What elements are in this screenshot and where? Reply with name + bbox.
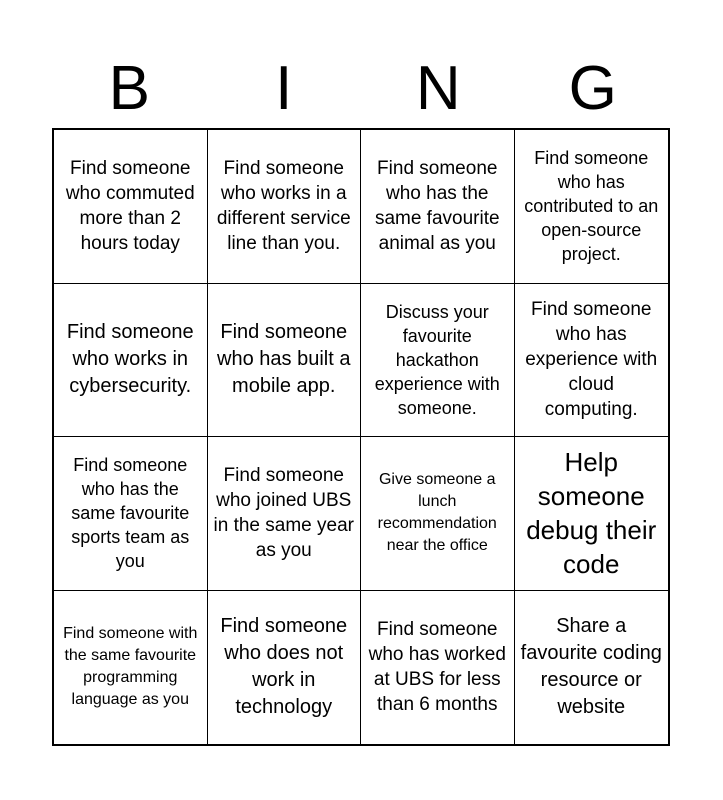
cell-text: Share a favourite coding resource or website bbox=[520, 615, 662, 719]
bingo-cell-r1c4[interactable] bbox=[515, 130, 669, 284]
cell-text: Discuss your favourite hackathon experience with someone. bbox=[374, 301, 500, 418]
cell-text: Find someone who has the same favourite animal as you bbox=[374, 158, 500, 255]
bingo-cell-r4c1[interactable] bbox=[54, 591, 208, 745]
bingo-board bbox=[52, 128, 670, 746]
bingo-cell-r2c4[interactable] bbox=[515, 284, 669, 438]
bingo-cell-r1c2[interactable] bbox=[208, 130, 362, 284]
cell-text: Find someone who has worked at UBS for less than 6 months bbox=[368, 619, 506, 716]
bingo-header bbox=[52, 50, 670, 128]
bingo-cell-r2c2[interactable] bbox=[208, 284, 362, 438]
header-letter-n: N bbox=[415, 54, 461, 123]
cell-text: Find someone who works in cybersecurity. bbox=[66, 321, 194, 398]
bingo-cell-r3c2[interactable] bbox=[208, 437, 362, 591]
bingo-cell-r4c2[interactable] bbox=[208, 591, 362, 745]
header-letter-i: I bbox=[275, 54, 293, 123]
cell-text: Find someone who has experience with cloud computing. bbox=[525, 299, 658, 421]
cell-text: Find someone who has contributed to an open-source project. bbox=[524, 148, 659, 265]
bingo-cell-r3c3[interactable] bbox=[361, 437, 515, 591]
cell-text: Give someone a lunch recommendation near the office bbox=[377, 471, 497, 555]
bingo-cell-r4c3[interactable] bbox=[361, 591, 515, 745]
bingo-cell-r1c1[interactable] bbox=[54, 130, 208, 284]
bingo-cell-r1c3[interactable] bbox=[361, 130, 515, 284]
cell-text: Find someone who joined UBS in the same year as you bbox=[213, 465, 354, 562]
bingo-cell-r3c4[interactable] bbox=[515, 437, 669, 591]
header-letter-g: G bbox=[568, 54, 617, 123]
cell-text: Find someone who has the same favourite sports team as you bbox=[71, 455, 190, 572]
cell-text: Find someone who has built a mobile app. bbox=[217, 321, 351, 398]
bingo-cell-r2c3[interactable] bbox=[361, 284, 515, 438]
cell-text: Find someone with the same favourite programming language as you bbox=[63, 625, 198, 709]
cell-text: Find someone who commuted more than 2 hours today bbox=[65, 158, 195, 255]
cell-text: Find someone who works in a different service line than you. bbox=[216, 158, 351, 255]
header-letter-b: B bbox=[108, 54, 150, 123]
bingo-cell-r4c4[interactable] bbox=[515, 591, 669, 745]
bingo-cell-r3c1[interactable] bbox=[54, 437, 208, 591]
cell-text: Help someone debug their code bbox=[526, 447, 657, 580]
cell-text: Find someone who does not work in technology bbox=[220, 615, 348, 719]
bingo-cell-r2c1[interactable] bbox=[54, 284, 208, 438]
